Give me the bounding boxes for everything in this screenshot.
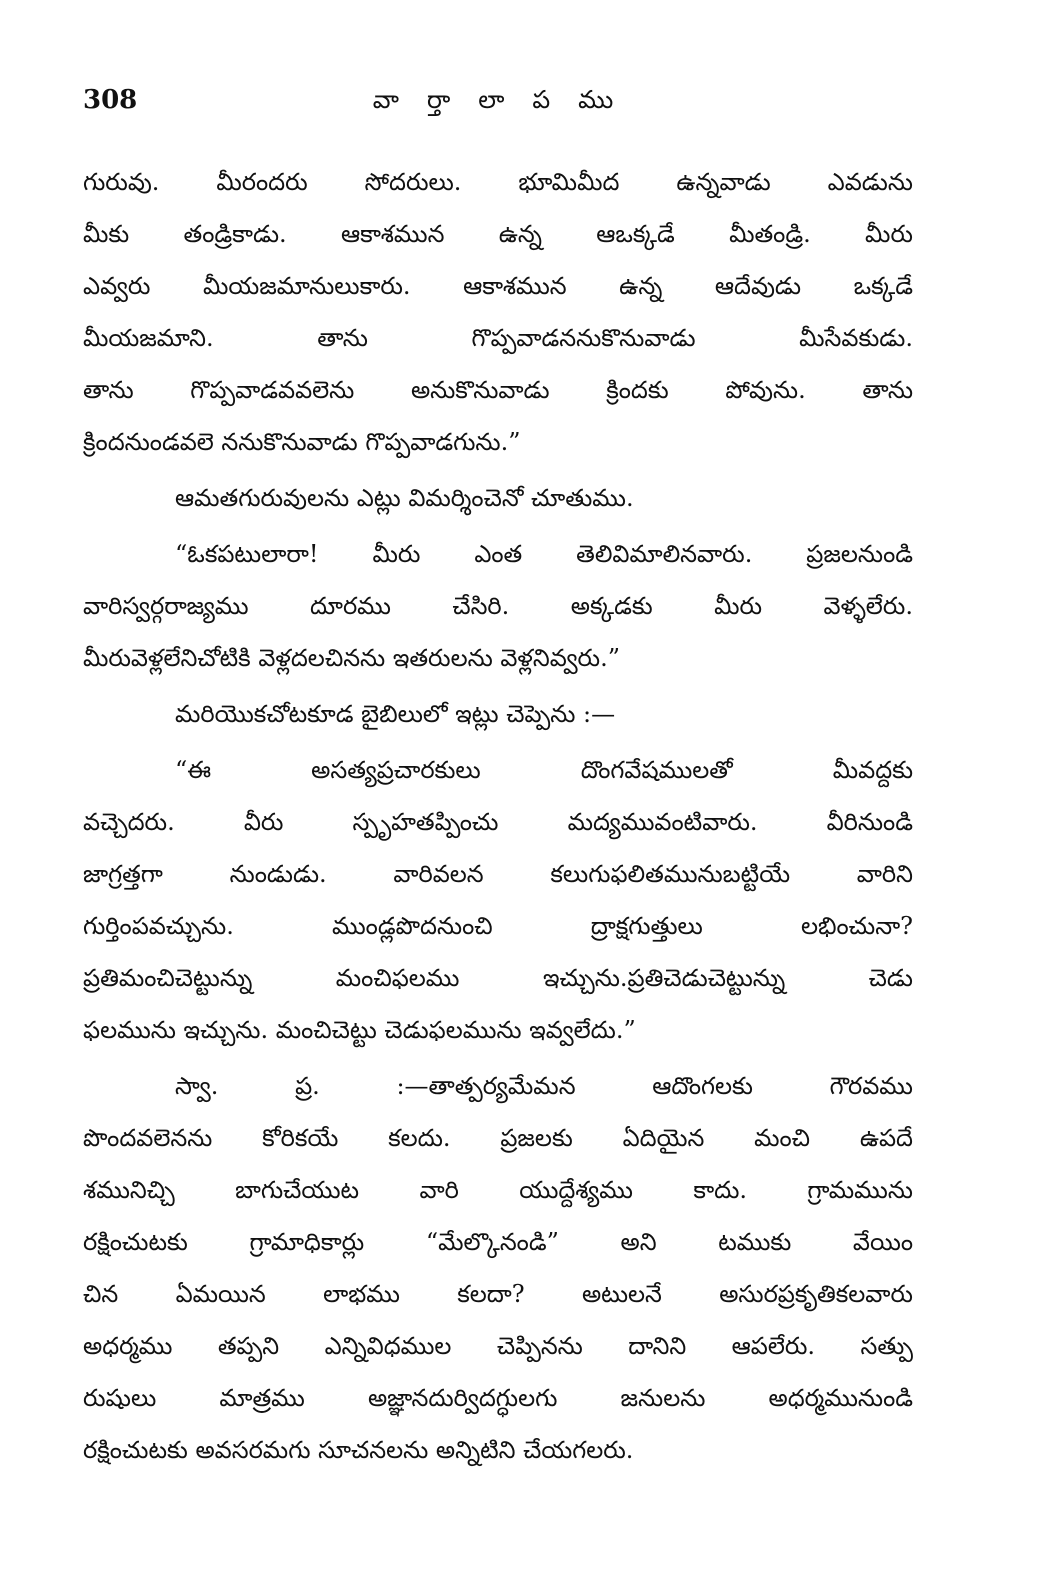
text-line: చిన ఏమయిన లాభము కలదా? అటులనే అసురప్రకృతికలవారు [83, 1280, 913, 1308]
text-line: వచ్చెదరు. వీరు స్పృహతప్పించు మద్యమువంటివారు. వీరినుండి [83, 808, 913, 836]
quote-paragraph [83, 528, 913, 684]
text-line: ఫలమును ఇచ్చును. మంచిచెట్టు చెడుఫలమును ఇవ్వలేదు.” [83, 1016, 636, 1044]
paragraph [83, 472, 913, 524]
text-line: మీయజమాని. తాను గొప్పవాడననుకొనువాడు మీసేవకుడు. [83, 324, 913, 352]
page-body [83, 156, 913, 1480]
text-line: శమునిచ్చి బాగుచేయుట వారి యుద్దేశ్యము కాదు. గ్రామమును [83, 1176, 913, 1204]
text-line: “ఈ అసత్యప్రచారకులు దొంగవేషములతో మీవద్దకు [175, 756, 913, 784]
page-header [83, 80, 913, 120]
text-line: మీకు తండ్రికాడు. ఆకాశమున ఉన్న ఆఒక్కడే మీతండ్రి. మీరు [83, 220, 913, 248]
text-line: గుర్తింపవచ్చును. ముండ్లపొదనుంచి ద్రాక్షగుత్తులు లభించునా? [83, 912, 913, 940]
text-line: స్వా. ప్ర. :—తాత్పర్యమేమన ఆదొంగలకు గౌరవము [175, 1072, 913, 1100]
paragraph [83, 1060, 913, 1476]
running-title: వా ర్తా లా ప ము [372, 85, 624, 114]
text-line: జాగ్రత్తగా నుండుడు. వారివలన కలుగుఫలితమునుబట్టియే వారిని [83, 860, 913, 888]
text-line: ప్రతిమంచిచెట్టున్ను మంచిఫలము ఇచ్చును.ప్రతిచెడుచెట్టున్ను చెడు [83, 964, 913, 992]
text-line: గురువు. మీరందరు సోదరులు. భూమిమీద ఉన్నవాడు ఎవడును [83, 168, 913, 196]
text-line: మీరువెళ్లలేనిచోటికి వెళ్లదలచినను ఇతరులను వెళ్లనివ్వరు.” [83, 644, 620, 672]
text-line: “ఓకపటులారా! మీరు ఎంత తెలివిమాలినవారు. ప్రజలనుండి [175, 540, 913, 568]
text-line: మరియొకచోటకూడ బైబిలులో ఇట్లు చెప్పెను :— [175, 700, 616, 728]
text-line: ఆమతగురువులను ఎట్లు విమర్శించెనో చూతుము. [175, 484, 634, 512]
paragraph [83, 688, 913, 740]
text-line: ఎవ్వరు మీయజమానులుకారు. ఆకాశమున ఉన్న ఆదేవుడు ఒక్కడే [83, 272, 913, 300]
page-number: 308 [83, 85, 138, 115]
paragraph [83, 156, 913, 468]
text-line: అధర్మము తప్పని ఎన్నివిధముల చెప్పినను దానిని ఆపలేరు. సత్పు [83, 1332, 913, 1360]
text-line: వారిస్వర్గరాజ్యము దూరము చేసిరి. అక్కడకు మీరు వెళ్ళలేరు. [83, 592, 913, 620]
text-line: రక్షించుటకు అవసరమగు సూచనలను అన్నిటిని చేయగలరు. [83, 1436, 634, 1464]
quote-paragraph [83, 744, 913, 1056]
text-line: రుషులు మాత్రము అజ్ఞానదుర్విదగ్ధులగు జనులను అధర్మమునుండి [83, 1384, 913, 1412]
text-line: క్రిందనుండవలె ననుకొనువాడు గొప్పవాడగును.” [83, 428, 521, 456]
text-line: పొందవలెనను కోరికయే కలదు. ప్రజలకు ఏదియైన మంచి ఉపదే [83, 1124, 913, 1152]
text-line: తాను గొప్పవాడవవలెను అనుకొనువాడు క్రిందకు పోవును. తాను [83, 376, 913, 404]
text-line: రక్షించుటకు గ్రామాధికార్లు “మేల్కొనండి” అని టముకు వేయిం [83, 1228, 913, 1256]
